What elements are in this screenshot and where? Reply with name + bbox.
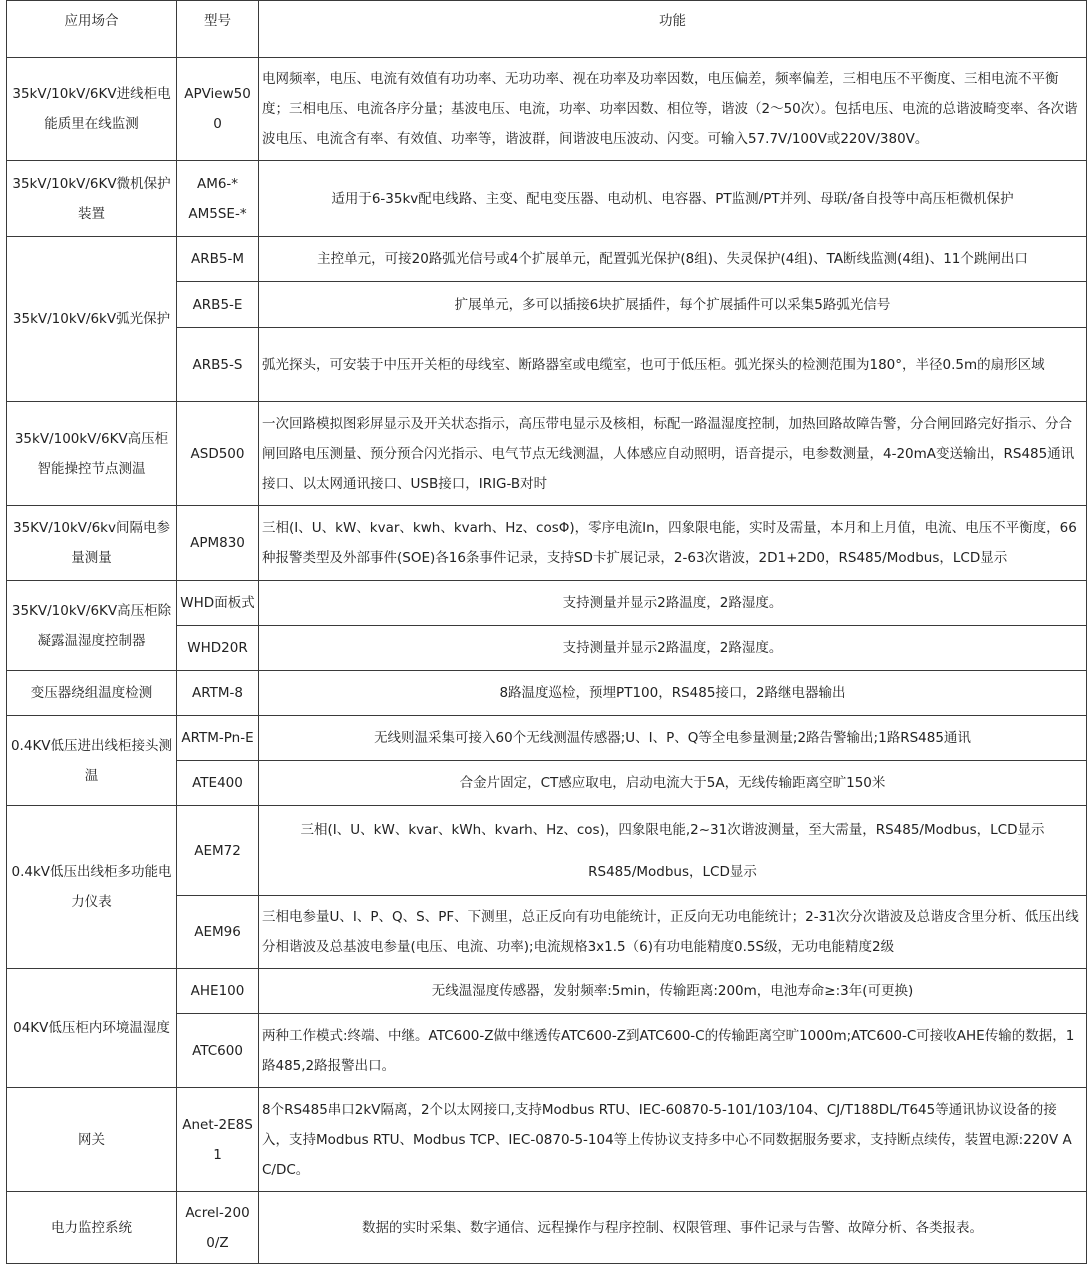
- model-cell: ATE400: [177, 761, 259, 806]
- model-line-2: AM5SE-*: [188, 205, 247, 222]
- model-cell: APView500: [177, 58, 259, 161]
- function-line-1: 三相(I、U、kW、kvar、kWh、kvarh、Hz、cos)，四象限电能,2~31次谐波测量，至大需量，RS485/Modbus，LCD显示: [300, 821, 1045, 838]
- function-cell: 支持测量并显示2路温度，2路湿度。: [259, 581, 1087, 626]
- function-cell: 扩展单元，多可以插接6块扩展插件，每个扩展插件可以采集5路弧光信号: [259, 282, 1087, 328]
- product-table: [6, 0, 1087, 1264]
- function-cell: 无线则温采集可接入60个无线测温传感器;U、I、P、Q等全电参量测量;2路告警输出;1路RS485通讯: [259, 716, 1087, 761]
- model-cell: Acrel-2000/Z: [177, 1192, 259, 1264]
- table-row: [7, 506, 1087, 581]
- table-row: [7, 58, 1087, 161]
- model-cell: ARB5-M: [177, 237, 259, 282]
- model-line-1: AM6-*: [196, 175, 239, 192]
- scene-cell: 35kV/10kV/6kV弧光保护: [7, 237, 177, 402]
- model-cell: ASD500: [177, 402, 259, 506]
- model-cell: ATC600: [177, 1014, 259, 1088]
- function-cell: 主控单元，可接20路弧光信号或4个扩展单元，配置弧光保护(8组)、失灵保护(4组)、TA断线监测(4组)、11个跳闸出口: [259, 237, 1087, 282]
- scene-cell: 0.4KV低压进出线柜接头测温: [7, 716, 177, 806]
- function-cell: 8路温度巡检，预埋PT100，RS485接口，2路继电器输出: [259, 671, 1087, 716]
- table-row: [7, 237, 1087, 282]
- model-cell: AEM96: [177, 896, 259, 969]
- header-model: 型号: [177, 1, 259, 58]
- table-row: [7, 1088, 1087, 1192]
- function-cell: 合金片固定，CT感应取电，启动电流大于5A，无线传输距离空旷150米: [259, 761, 1087, 806]
- function-cell: 电网频率，电压、电流有效值有功功率、无功功率、视在功率及功率因数，电压偏差，频率偏差，三相电压不平衡度、三相电流不平衡度；三相电压、电流各序分量；基波电压、电流，功率、功率因数、相位等，谐波（2～50次）。包括电压、电流的总谐波畸变率、各次谐波电压、电流含有率、有效值、功率等，谐波群，间谐波电压波动、闪变。可输入57.7V/100V或220V/380V。: [259, 58, 1087, 161]
- model-cell: WHD20R: [177, 626, 259, 671]
- header-scene: 应用场合: [7, 1, 177, 58]
- function-line-2: RS485/Modbus，LCD显示: [588, 863, 757, 880]
- model-cell: AHE100: [177, 969, 259, 1014]
- function-cell: 三相电参量U、I、P、Q、S、PF、下测里，总正反向有功电能统计，正反向无功电能统计；2-31次分次谐波及总谐皮含里分析、低压出线分相谐波及总基波电参量(电压、电流、功率);电流规格3x1.5（6)有功电能精度0.5S级，无功电能精度2级: [259, 896, 1087, 969]
- function-cell: 三相(I、U、kW、kvar、kwh、kvarh、Hz、cosΦ)，零序电流In，四象限电能，实时及需量，本月和上月值，电流、电压不平衡度，66种报警类型及外部事件(SOE)各16条事件记录，支持SD卡扩展记录，2-63次谐波，2D1+2D0，RS485/Modbus，LCD显示: [259, 506, 1087, 581]
- header-row: [7, 1, 1087, 58]
- function-cell: [259, 806, 1087, 896]
- model-cell: AEM72: [177, 806, 259, 896]
- table-row: [7, 161, 1087, 237]
- function-cell: 一次回路模拟图彩屏显示及开关状态指示，高压带电显示及核相，标配一路温湿度控制，加热回路故障告警，分合闸回路完好指示、分合闸回路电压测量、预分预合闪光指示、电气节点无线测温，人体感应自动照明，语音提示，电参数测量，4-20mA变送输出，RS485通讯接口、以太网通讯接口、USB接口，IRIG-B对时: [259, 402, 1087, 506]
- model-cell: ARTM-8: [177, 671, 259, 716]
- model-cell: [177, 161, 259, 237]
- scene-cell: 35kV/10kV/6KV进线柜电能质里在线监测: [7, 58, 177, 161]
- function-cell: 8个RS485串口2kV隔离，2个以太网接口,支持Modbus RTU、IEC-60870-5-101/103/104、CJ/T188DL/T645等通讯协议设备的接入，支持Modbus RTU、Modbus TCP、IEC-0870-5-104等上传协议支持多中心不同数据服务要求，支持断点续传，装置电源:220V AC/DC。: [259, 1088, 1087, 1192]
- model-cell: ARB5-E: [177, 282, 259, 328]
- model-cell: WHD面板式: [177, 581, 259, 626]
- scene-cell: 0.4kV低压出线柜多功能电力仪表: [7, 806, 177, 969]
- scene-cell: 变压器绕组温度检测: [7, 671, 177, 716]
- function-cell: 数据的实时采集、数字通信、远程操作与程序控制、权限管理、事件记录与告警、故障分析、各类报表。: [259, 1192, 1087, 1264]
- scene-cell: 35KV/10kV/6kv间隔电参量测量: [7, 506, 177, 581]
- table-row: [7, 671, 1087, 716]
- table-row: [7, 969, 1087, 1014]
- table-row: [7, 402, 1087, 506]
- table-row: [7, 806, 1087, 896]
- function-cell: 适用于6-35kv配电线路、主变、配电变压器、电动机、电容器、PT监测/PT并列、母联/备自投等中高压柜微机保护: [259, 161, 1087, 237]
- scene-cell: 网关: [7, 1088, 177, 1192]
- function-cell: 支持测量并显示2路温度，2路湿度。: [259, 626, 1087, 671]
- scene-cell: 35KV/10kV/6KV高压柜除凝露温湿度控制器: [7, 581, 177, 671]
- scene-cell: 电力监控系统: [7, 1192, 177, 1264]
- table-row: [7, 716, 1087, 761]
- table-row: [7, 581, 1087, 626]
- function-cell: 弧光探头，可安装于中压开关柜的母线室、断路器室或电缆室，也可于低压柜。弧光探头的检测范围为180°，半径0.5m的扇形区域: [259, 328, 1087, 402]
- model-cell: ARTM-Pn-E: [177, 716, 259, 761]
- table-row: [7, 1192, 1087, 1264]
- function-cell: 两种工作模式:终端、中继。ATC600-Z做中继透传ATC600-Z到ATC600-C的传输距离空旷1000m;ATC600-C可接收AHE传输的数据，1路485,2路报警出口。: [259, 1014, 1087, 1088]
- scene-cell: 35kV/10kV/6KV微机保护装置: [7, 161, 177, 237]
- model-cell: APM830: [177, 506, 259, 581]
- header-function: 功能: [259, 1, 1087, 58]
- function-cell: 无线温湿度传感器，发射频率:5min，传输距离:200m，电池寿命≥:3年(可更换): [259, 969, 1087, 1014]
- model-cell: Anet-2E8S1: [177, 1088, 259, 1192]
- scene-cell: 35kV/100kV/6KV高压柜智能操控节点测温: [7, 402, 177, 506]
- scene-cell: 04KV低压柜内环境温湿度: [7, 969, 177, 1088]
- model-cell: ARB5-S: [177, 328, 259, 402]
